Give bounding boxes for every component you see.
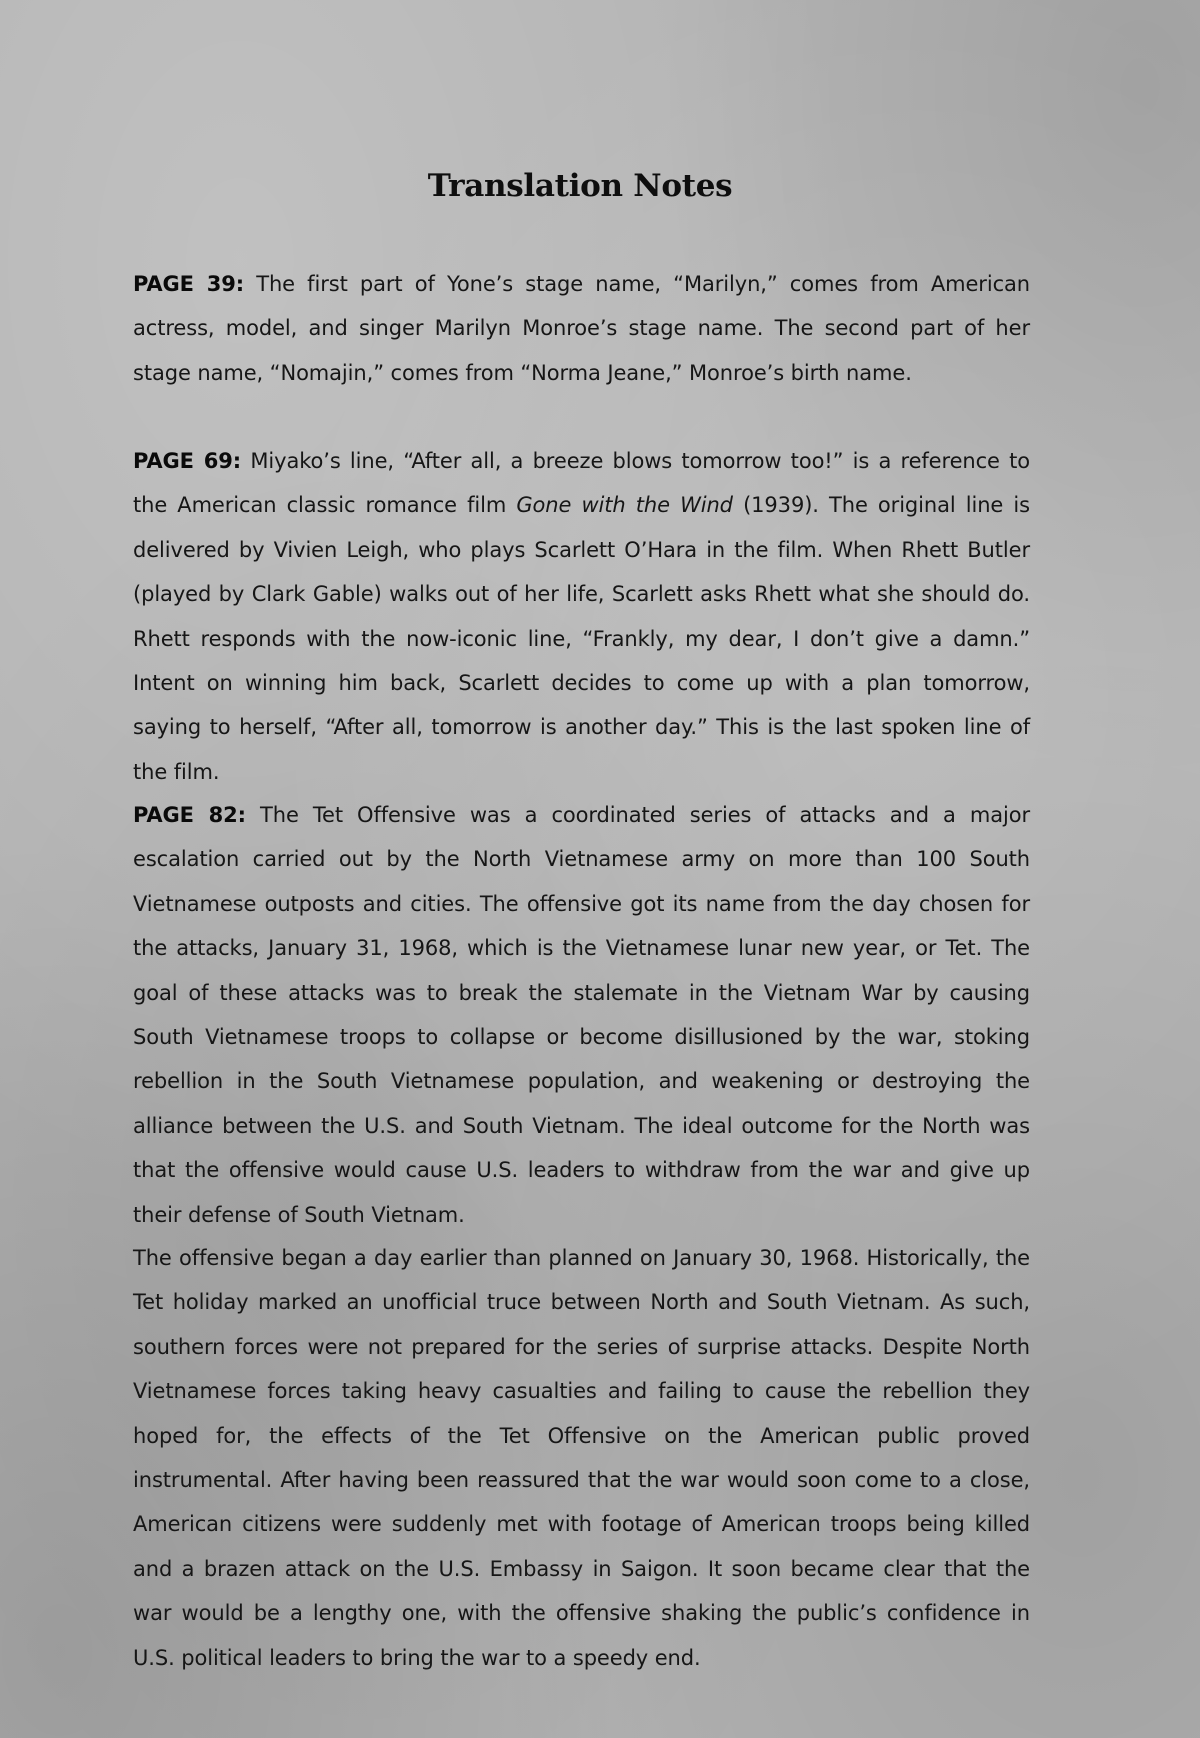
note-text: The Tet Offensive was a coordinated series of attacks and a major escalation carried out by the North Vietnamese army on more than 100 South Vietnamese outposts and cities. The offensive got its name from the day chosen for the attacks, January 31, 1968, which is the Vietnamese lunar new year, or Tet. The goal of these attacks was to break the stalemate in the Vietnam War by causing South Vietnamese troops to collapse or become disillusioned by the war, stoking rebellion in the South Vietnamese population, and weakening or destroying the alliance between the U.S. and South Vietnam. The ideal outcome for the North was that the offensive would cause U.S. leaders to withdraw from the war and give up their defense of South Vietnam.: [133, 803, 1031, 1227]
note-label: PAGE 82:: [133, 803, 246, 827]
page-title: Translation Notes: [427, 168, 733, 204]
note-text: (1939). The original line is delivered by Vivien Leigh, who plays Scarlett O’Hara in the film. When Rhett Butler (played by Clark Gable) walks out of her life, Scarlett asks Rhett what she should do. Rhett responds with the now-iconic line, “Frankly, my dear, I don’t give a damn.” Intent on winning him back, Scarlett decides to come up with a plan tomorrow, saying to herself, “After all, tomorrow is another day.” This is the last spoken line of the film.: [133, 493, 1030, 784]
note-page-69: [133, 439, 1030, 794]
note-text: The first part of Yone’s stage name, “Marilyn,” comes from American actress, model, and singer Marilyn Monroe’s stage name. The second part of her stage name, “Nomajin,” comes from “Norma Jeane,” Monroe’s birth name.: [133, 272, 1030, 385]
note-page-82-continued: [133, 1236, 1030, 1680]
note-label: PAGE 39:: [133, 272, 245, 296]
note-label: PAGE 69:: [133, 449, 242, 473]
note-page-82: [133, 793, 1030, 1237]
note-text: Miyako’s line, “After all, a breeze blows tomorrow too!” is a reference to the American classic romance film: [133, 449, 1030, 518]
film-title: Gone with the Wind: [516, 493, 733, 518]
note-page-39: [133, 262, 1030, 395]
note-text: The offensive began a day earlier than planned on January 30, 1968. Historically, the Tet holiday marked an unofficial truce between North and South Vietnam. As such, southern forces were not prepared for the series of surprise attacks. Despite North Vietnamese forces taking heavy casualties and failing to cause the rebellion they hoped for, the effects of the Tet Offensive on the American public proved instrumental. After having been reassured that the war would soon come to a close, American citizens were suddenly met with footage of American troops being killed and a brazen attack on the U.S. Embassy in Saigon. It soon became clear that the war would be a lengthy one, with the offensive shaking the public’s confidence in U.S. political leaders to bring the war to a speedy end.: [133, 1246, 1030, 1670]
